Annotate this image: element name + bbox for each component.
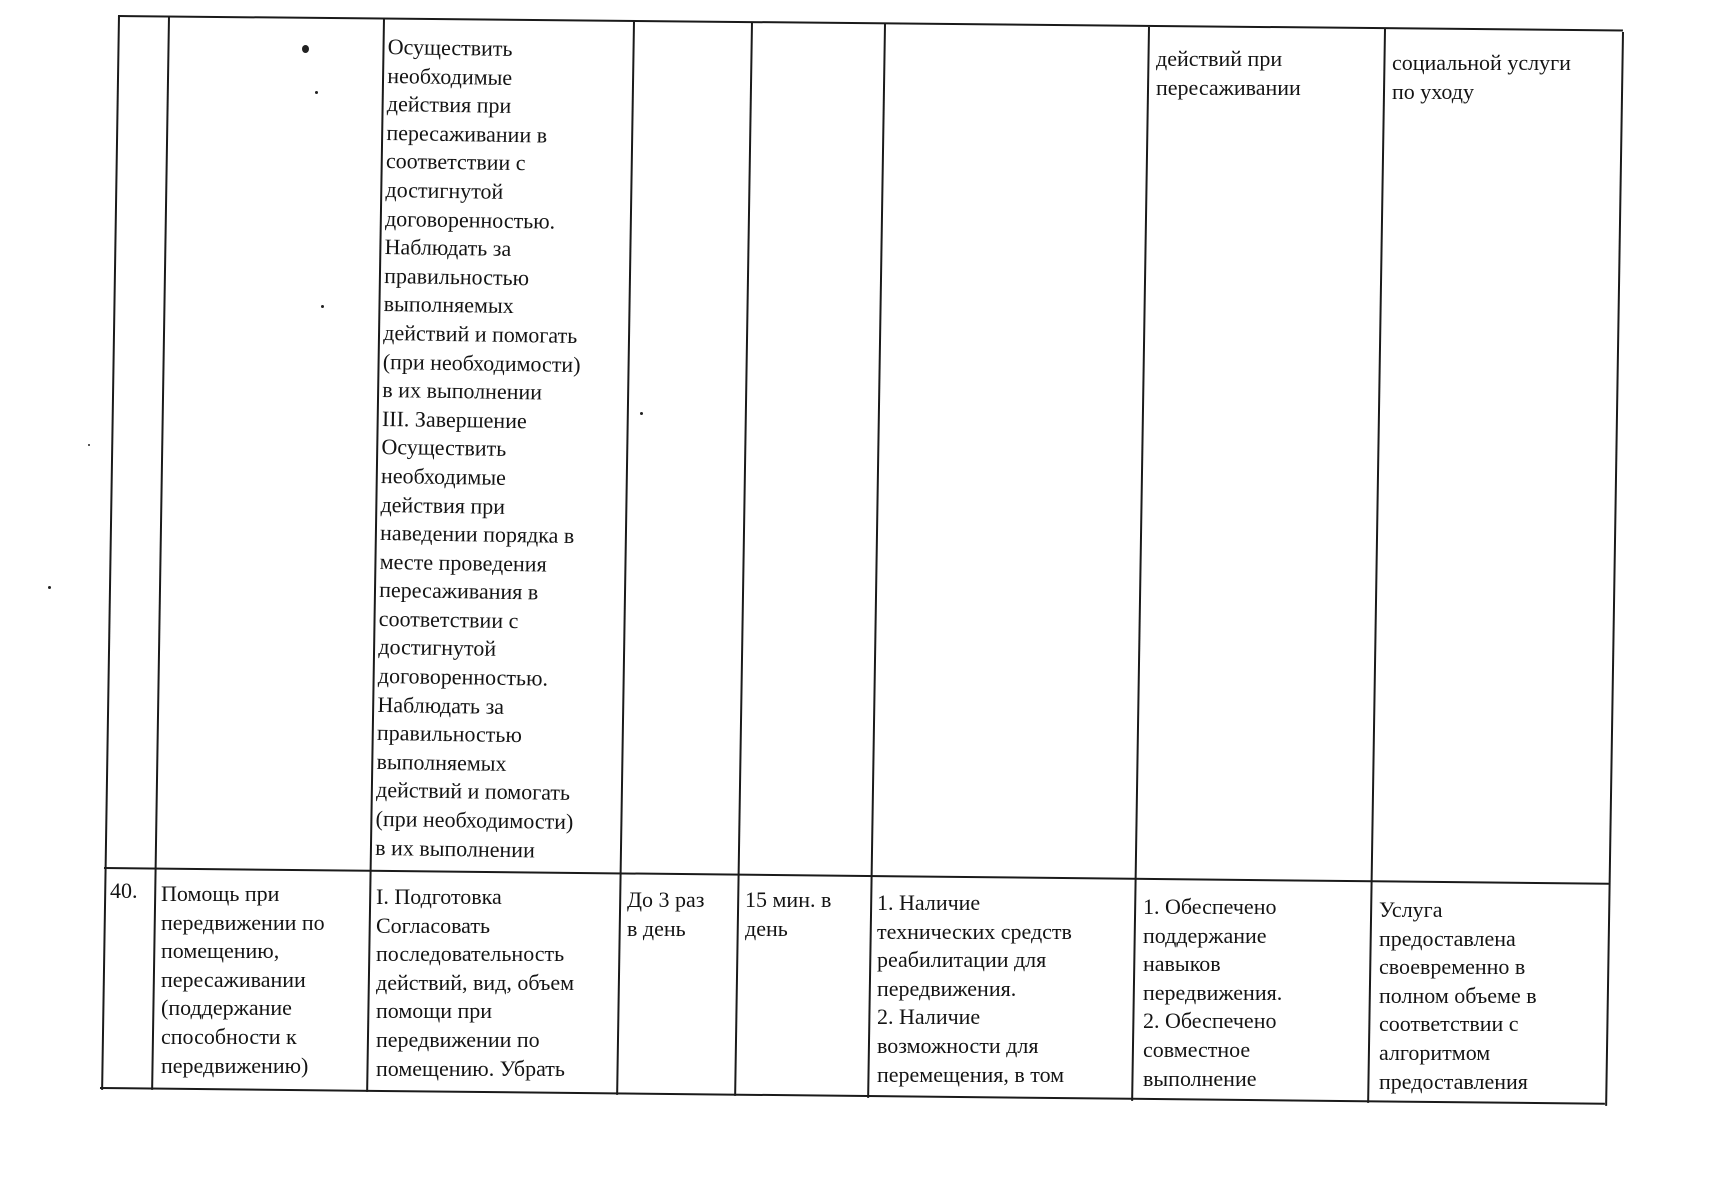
scan-speck bbox=[640, 412, 643, 415]
row40-service-name: Помощь при передвижении по помещению, пересаживании (поддержание способности к передвижению) bbox=[161, 881, 325, 1078]
table-top-border bbox=[118, 15, 1623, 31]
row40-number: 40. bbox=[110, 878, 138, 903]
row39-result: действий при пересаживании bbox=[1156, 46, 1301, 100]
scan-speck bbox=[48, 586, 51, 589]
scan-speck bbox=[315, 91, 318, 94]
row40-duration: 15 мин. в день bbox=[745, 887, 832, 941]
row40-result: 1. Обеспечено поддержание навыков передвижения. 2. Обеспечено совместное выполнение bbox=[1143, 894, 1283, 1091]
col-border-0 bbox=[101, 15, 120, 1090]
row39-evaluation: социальной услуги по уходу bbox=[1392, 50, 1571, 104]
row40-conditions: 1. Наличие технических средств реабилитации для передвижения. 2. Наличие возможности для перемещения, в том bbox=[877, 890, 1072, 1087]
scan-speck bbox=[302, 45, 309, 53]
scan-speck bbox=[88, 444, 90, 446]
row40-evaluation: Услуга предоставлена своевременно в полном объеме в соответствии с алгоритмом предоставления bbox=[1379, 897, 1537, 1094]
row40-frequency: До 3 раз в день bbox=[627, 887, 705, 941]
scan-speck bbox=[321, 305, 324, 308]
row39-procedure: Осуществить необходимые действия при пересаживании в соответствии с достигнутой договоренностью. Наблюдать за правильностью выполняемых действий и помогать (при необходимости) в их выполнении III. Завершение Осуществить необходимые действия при наведении порядка в месте проведения пересаживания в соответствии с достигнутой договоренностью. Наблюдать за правильностью выполняемых действий и помогать (при необходимости) в их выполнении bbox=[375, 33, 581, 863]
row40-procedure: I. Подготовка Согласовать последовательность действий, вид, объем помощи при передвижении по помещению. Убрать bbox=[376, 884, 575, 1081]
